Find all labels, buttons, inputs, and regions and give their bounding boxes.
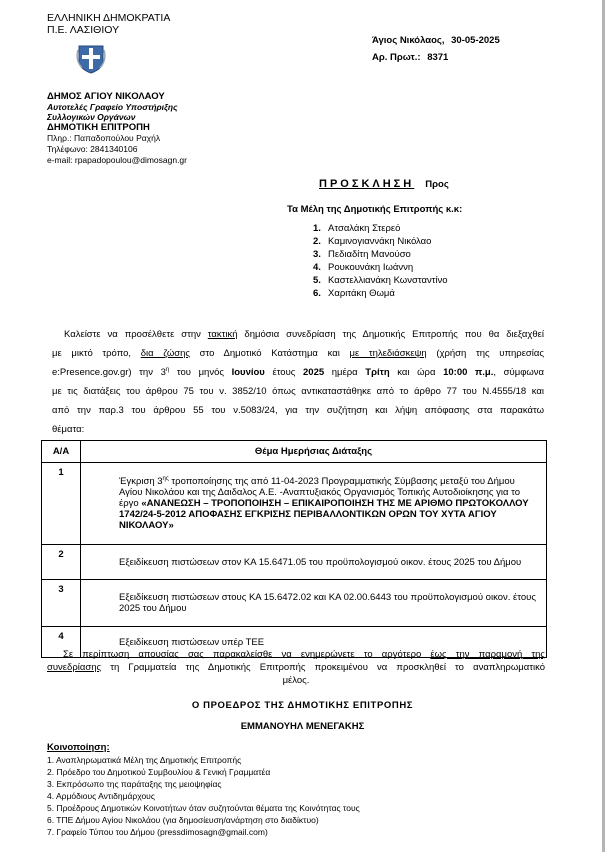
president-title: Ο ΠΡΟΕΔΡΟΣ ΤΗΣ ΔΗΜΟΤΙΚΗΣ ΕΠΙΤΡΟΠΗΣ — [191, 700, 414, 711]
hellenic-emblem-icon — [76, 40, 106, 74]
protocol-number: 8371 — [427, 52, 449, 63]
list-item: 2. Καμινογιαννάκη Νικόλαο — [313, 236, 432, 247]
date-line — [372, 32, 500, 49]
agenda-item-text: Εξειδίκευση πιστώσεων υπέρ ΤΕΕ — [81, 627, 547, 658]
list-item: 1. Ατσαλάκη Στερεό — [313, 223, 401, 234]
president-name: ΕΜΜΑΝΟΥΗΛ ΜΕΝΕΓΑΚΗΣ — [240, 721, 365, 732]
committee-name: ΔΗΜΟΤΙΚΗ ΕΠΙΤΡΟΠΗ — [47, 122, 150, 133]
protocol-label: Αρ. Πρωτ.: — [372, 52, 421, 63]
body-line: θέματα: — [52, 424, 85, 435]
office-block — [47, 91, 187, 166]
municipality-name: ΔΗΜΟΣ ΑΓΙΟΥ ΝΙΚΟΛΑΟΥ — [47, 91, 165, 102]
invitation-title — [319, 178, 449, 190]
agenda-item-number: 3 — [42, 580, 81, 627]
republic-label: ΕΛΛΗΝΙΚΗ ΔΗΜΟΚΡΑΤΙΑ — [47, 12, 171, 24]
list-item: 2. Πρόεδρο του Δημοτικού Συμβουλίου & Γενική Γραμματέα — [47, 767, 271, 777]
protocol-line — [372, 49, 500, 66]
list-item: 1. Αναπληρωματικά Μέλη της Δημοτικής Επιτροπής — [47, 755, 242, 765]
list-item: 7. Γραφείο Τύπου του Δήμου (pressdimosagn@gmail.com) — [47, 827, 268, 837]
issuer-header — [47, 12, 170, 36]
invitation-to: Προς — [425, 179, 449, 190]
agenda-item-number: 1 — [42, 463, 81, 545]
closing-line: συνεδρίασης τη Γραμματεία της Δημοτικής Επιτροπής προκειμένου να προσκληθεί το αναπληρωματικό — [47, 662, 545, 673]
office-name-line1: Αυτοτελές Γραφείο Υποστήριξης — [47, 102, 178, 112]
members-list — [313, 222, 448, 300]
notification-block — [47, 742, 360, 838]
agenda-item-number: 2 — [42, 545, 81, 580]
list-item: 4. Ρουκουνάκη Ιωάννη — [313, 262, 414, 273]
agenda-item-text: Εξειδίκευση πιστώσεων στον ΚΑ 15.6471.05 του προϋπολογισμού οικον. έτους 2025 του Δήμου — [81, 545, 547, 580]
date-protocol-block — [372, 32, 500, 66]
body-line: Καλείστε να προσέλθετε στην τακτική δημόσια συνεδρίαση της Δημοτικής Επιτροπής που θα διεξαχθεί — [64, 329, 544, 340]
list-item: 3. Εκπρόσωπο της παράταξης της μειοψηφίας — [47, 779, 222, 789]
contact-person: Πληρ.: Παπαδοπούλου Ραχήλ — [47, 133, 161, 143]
invitation-heading: ΠΡΟΣΚΛΗΣΗ — [319, 178, 415, 190]
place-label: Άγιος Νικόλαος, — [372, 35, 445, 46]
body-line: e:Presence.gov.gr) την $3^\eta$ του μηνός Ιουνίου έτους 2025 ημέρα Τρίτη και ώρα 10:00 π.μ., σύμφωνα — [52, 366, 545, 378]
list-item: 6. ΤΠΕ Δήμου Αγίου Νικολάου (για δημοσίευση/ανάρτηση στο διαδίκτυο) — [47, 815, 319, 825]
agenda-item-number: 4 — [42, 627, 81, 658]
closing-line: μέλος. — [282, 675, 310, 686]
table-header-row — [42, 441, 547, 463]
agenda-item-text: Εξειδίκευση πιστώσεων στους ΚΑ 15.6472.02 και ΚΑ 02.00.6443 του προϋπολογισμού οικον. έτους 2025 του Δήμου — [81, 580, 547, 627]
body-line: με τις διατάξεις του άρθρου 75 του ν. 3852/10 όπως αντικαταστάθηκε από το άρθρο 77 του Ν.4555/18 και — [52, 386, 544, 397]
column-header-number: Α/Α — [42, 441, 81, 463]
document-date: 30-05-2025 — [451, 35, 500, 46]
office-name-line2: Συλλογικών Οργάνων — [47, 112, 136, 122]
contact-email: e-mail: rpapadopoulou@dimosagn.gr — [47, 155, 187, 165]
table-row — [42, 463, 547, 545]
list-item: 5. Προέδρους Δημοτικών Κοινοτήτων όταν συζητούνται θέματα της Κοινότητας τους — [47, 803, 360, 813]
list-item: 4. Αρμόδιους Αντιδημάρχους — [47, 791, 155, 801]
closing-paragraph — [47, 648, 545, 687]
contact-phone: Τηλέφωνο: 2841340106 — [47, 144, 138, 154]
list-item: 5. Καστελλιανάκη Κωνσταντίνο — [313, 275, 448, 286]
body-line: από την παρ.3 του άρθρου 55 του ν.5083/24, για την συζήτηση και λήψη απόφασης στα παρακάτω — [52, 405, 544, 416]
notification-list — [47, 754, 360, 838]
table-row — [42, 545, 547, 580]
list-item: 6. Χαριτάκη Θωμά — [313, 288, 395, 299]
prefecture-label: Π.Ε. ΛΑΣΙΘΙΟΥ — [47, 24, 120, 36]
notification-title: Κοινοποίηση: — [47, 742, 110, 753]
body-line: με μικτό τρόπο, δια ζώσης στο Δημοτικό Κατάστημα και με τηλεδιάσκεψη (χρήση της υπηρεσίας — [52, 348, 544, 359]
table-row — [42, 580, 547, 627]
recipients-line: Τα Μέλη της Δημοτικής Επιτροπής κ.κ: — [287, 204, 463, 215]
column-header-topic: Θέμα Ημερήσιας Διάταξης — [81, 441, 547, 463]
closing-line: Σε περίπτωση απουσίας σας παρακαλείσθε να ενημερώνετε το αργότερο έως την παραμονή της — [63, 649, 545, 660]
invitation-body — [52, 325, 544, 439]
agenda-item-text: Έγκριση $3^{\eta\varsigma}$ τροποποίησης της από 11-04-2023 Προγραμματικής Σύμβασης μεταξύ του Δήμου Αγίου Νικολάου και της Δαιδαλος Α.Ε. -Αναπτυξιακός Οργανισμός Τοπικής Αυτοδιοίκησης για το έργο «ΑΝΑΝΕΩΣΗ – ΤΡΟΠΟΠΟΙΗΣΗ – ΕΠΙΚΑΙΡΟΠΟΙΗΣΗ ΤΗΣ ΜΕ ΑΡΙΘΜΟ ΠΡΩΤΟΚΟΛΛΟΥ 1742/24-5-2012 ΑΠΟΦΑΣΗΣ ΕΓΚΡΙΣΗΣ ΠΕΡΙΒΑΛΛΟΝΤΙΚΩΝ ΟΡΩΝ ΤΟΥ ΧΥΤΑ ΑΓΙΟΥ ΝΙΚΟΛΑΟΥ» — [81, 463, 547, 545]
list-item: 3. Πεδιαδίτη Μανούσο — [313, 249, 411, 260]
agenda-table — [41, 440, 547, 658]
